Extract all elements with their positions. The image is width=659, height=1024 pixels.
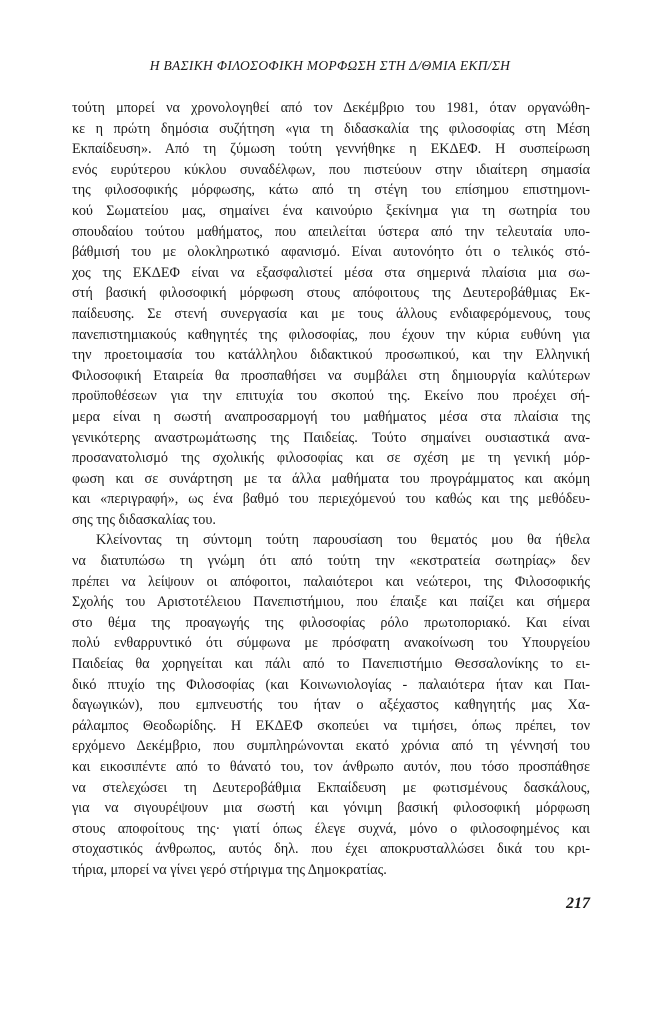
text-line: προϋποθέσεων για την επιτυχία του σκοπού της. Εκείνο που προέχει σή- xyxy=(72,388,590,405)
text-line: τούτη μπορεί να χρονολογηθεί από τον Δεκέμβριο του 1981, όταν οργανώθη- xyxy=(72,100,590,116)
text-line: και εικοσιπέντε από το θάνατό του, τον άνθρωπο αυτόν, που τόσο προσπάθησε xyxy=(72,759,590,775)
text-line: Παιδείας θα χορηγείται και πάλι από το Πανεπιστήμιο Θεσσαλονίκης το ει- xyxy=(72,656,590,673)
text-line: προσανατολισμό της σχολικής φιλοσοφίας και σε σχέση με τη γενική μόρ- xyxy=(72,450,590,467)
text-line: χος της ΕΚΔΕΦ είναι να εξασφαλιστεί μέσα στα σημερινά πλαίσια μια σω- xyxy=(72,264,590,281)
text-line: στοχαστικός άνθρωπος, αυτός δηλ. που έχει αποκρυσταλλώσει δικά του κρι- xyxy=(72,841,590,858)
text-line: σπουδαίου τούτου μαθήματος, που απειλείται ύστερα από την τελευταία υπο- xyxy=(72,223,590,240)
text-line: ενός ευρύτερου κύκλου συναδέλφων, που πιστεύουν στην ιδιαίτερη σημασία xyxy=(72,161,590,178)
text-line: φωση και σε συνάρτηση με τα άλλα μαθήματα του προγράμματος και ακόμη xyxy=(72,470,590,487)
text-line: σης της διδασκαλίας του. xyxy=(72,511,216,528)
paragraph xyxy=(72,98,590,530)
text-line: Κλείνοντας τη σύντομη τούτη παρουσίαση του θεματός μου θα ήθελα xyxy=(96,532,590,549)
text-line: μερα είναι η σωστή αναπροσαρμογή του μαθήματος μέσα στα πλαίσια της xyxy=(72,408,590,425)
text-line: παίδευσης. Σε στενή συνεργασία και με τους άλλους ενδιαφερόμενους, τους xyxy=(72,305,590,322)
text-line: πρέπει να λείψουν οι απόφοιτοι, παλαιότεροι και νεώτεροι, της Φιλοσοφικής xyxy=(72,573,590,590)
text-line: να διατυπώσω τη γνώμη ότι από τούτη την «εκστρατεία σωτηρίας» δεν xyxy=(72,553,590,570)
text-line: την προετοιμασία του κατάλληλου διδακτικού προσωπικού, και την Ελληνική xyxy=(72,347,590,364)
text-line: στο θέμα της προαγωγής της φιλοσοφίας ρόλο πρωτοποριακό. Και είναι xyxy=(72,614,590,631)
text-line: πολύ ενθαρρυντικό ότι σύμφωνα με πρόσφατη ανακοίνωση του Υπουργείου xyxy=(72,635,590,652)
text-line: πανεπιστημιακούς καθηγητές της φιλοσοφίας, που έχουν την κύρια ευθύνη για xyxy=(72,326,590,343)
text-line: της φιλοσοφικής μόρφωσης, κάτω από τη στέγη του επίσημου επιστημονι- xyxy=(72,182,590,199)
text-line: στή βασική φιλοσοφική μόρφωση στους απόφοιτους της Δευτεροβάθμιας Εκ- xyxy=(72,285,590,302)
text-line: Εκπαίδευση». Από τη ζύμωση τούτη γεννήθηκε η ΕΚΔΕΦ. Η συσπείρωση xyxy=(72,141,590,158)
body-text xyxy=(72,98,590,881)
text-line: τήρια, μπορεί να γίνει γερό στήριγμα της Δημοκρατίας. xyxy=(72,861,387,878)
text-line: δικό πτυχίο της Φιλοσοφίας (και Κοινωνιολογίας - παλαιότερα ήταν και Παι- xyxy=(72,676,590,693)
running-header: Η ΒΑΣΙΚΗ ΦΙΛΟΣΟΦΙΚΗ ΜΟΡΦΩΣΗ ΣΤΗ Δ/ΘΜΙΑ ΕΚΠ/ΣΗ xyxy=(149,58,511,73)
text-line: Φιλοσοφική Εταιρεία θα προσπαθήσει να συμβάλει στη δημιουργία καλύτερων xyxy=(72,367,590,384)
text-line: ερχόμενο Δεκέμβριο, που συμπληρώνονται εκατό χρόνια από τη γέννησή του xyxy=(72,738,590,755)
text-line: ράλαμπος Θεοδωρίδης. Η ΕΚΔΕΦ σκοπεύει να τιμήσει, όπως πρέπει, τον xyxy=(72,717,590,734)
paragraph xyxy=(72,530,590,880)
text-line: βάθμισή του με ολοκληρωτικό αφανισμό. Είναι αυτονόητο ότι ο τελικός στό- xyxy=(72,244,590,261)
text-line: γενικότερης αναστρωμάτωσης της Παιδείας. Τούτο σημαίνει ουσιαστικά ανα- xyxy=(72,429,590,446)
text-line: κού Σωματείου μας, σημαίνει ένα καινούριο ξεκίνημα για τη σωτηρία του xyxy=(72,202,590,219)
text-line: για να σιγουρέψουν μια σωστή και γόνιμη βασική φιλοσοφική μόρφωση xyxy=(72,800,590,817)
text-line: Σχολής του Αριστοτέλειου Πανεπιστήμιου, που έπαιξε και παίζει και σήμερα xyxy=(72,594,590,611)
text-line: στους αποφοίτους της· γιατί όπως έλεγε συχνά, μόνο ο φιλοσοφημένος και xyxy=(72,820,590,837)
text-line: να στελεχώσει τη Δευτεροβάθμια Εκπαίδευση με φωτισμένους δασκάλους, xyxy=(72,779,590,796)
text-line: κε η πρώτη δημόσια συζήτηση «για τη διδασκαλία της φιλοσοφίας στη Μέση xyxy=(72,120,590,137)
page-number: 217 xyxy=(566,895,590,912)
text-line: δαγωγικών), που εμπνευστής του ήταν ο αξέχαστος καθηγητής μας Χα- xyxy=(72,697,590,714)
text-line: και «περιγραφή», ως ένα βαθμό του περιεχόμενού του καθώς και της μεθόδευ- xyxy=(72,491,590,508)
